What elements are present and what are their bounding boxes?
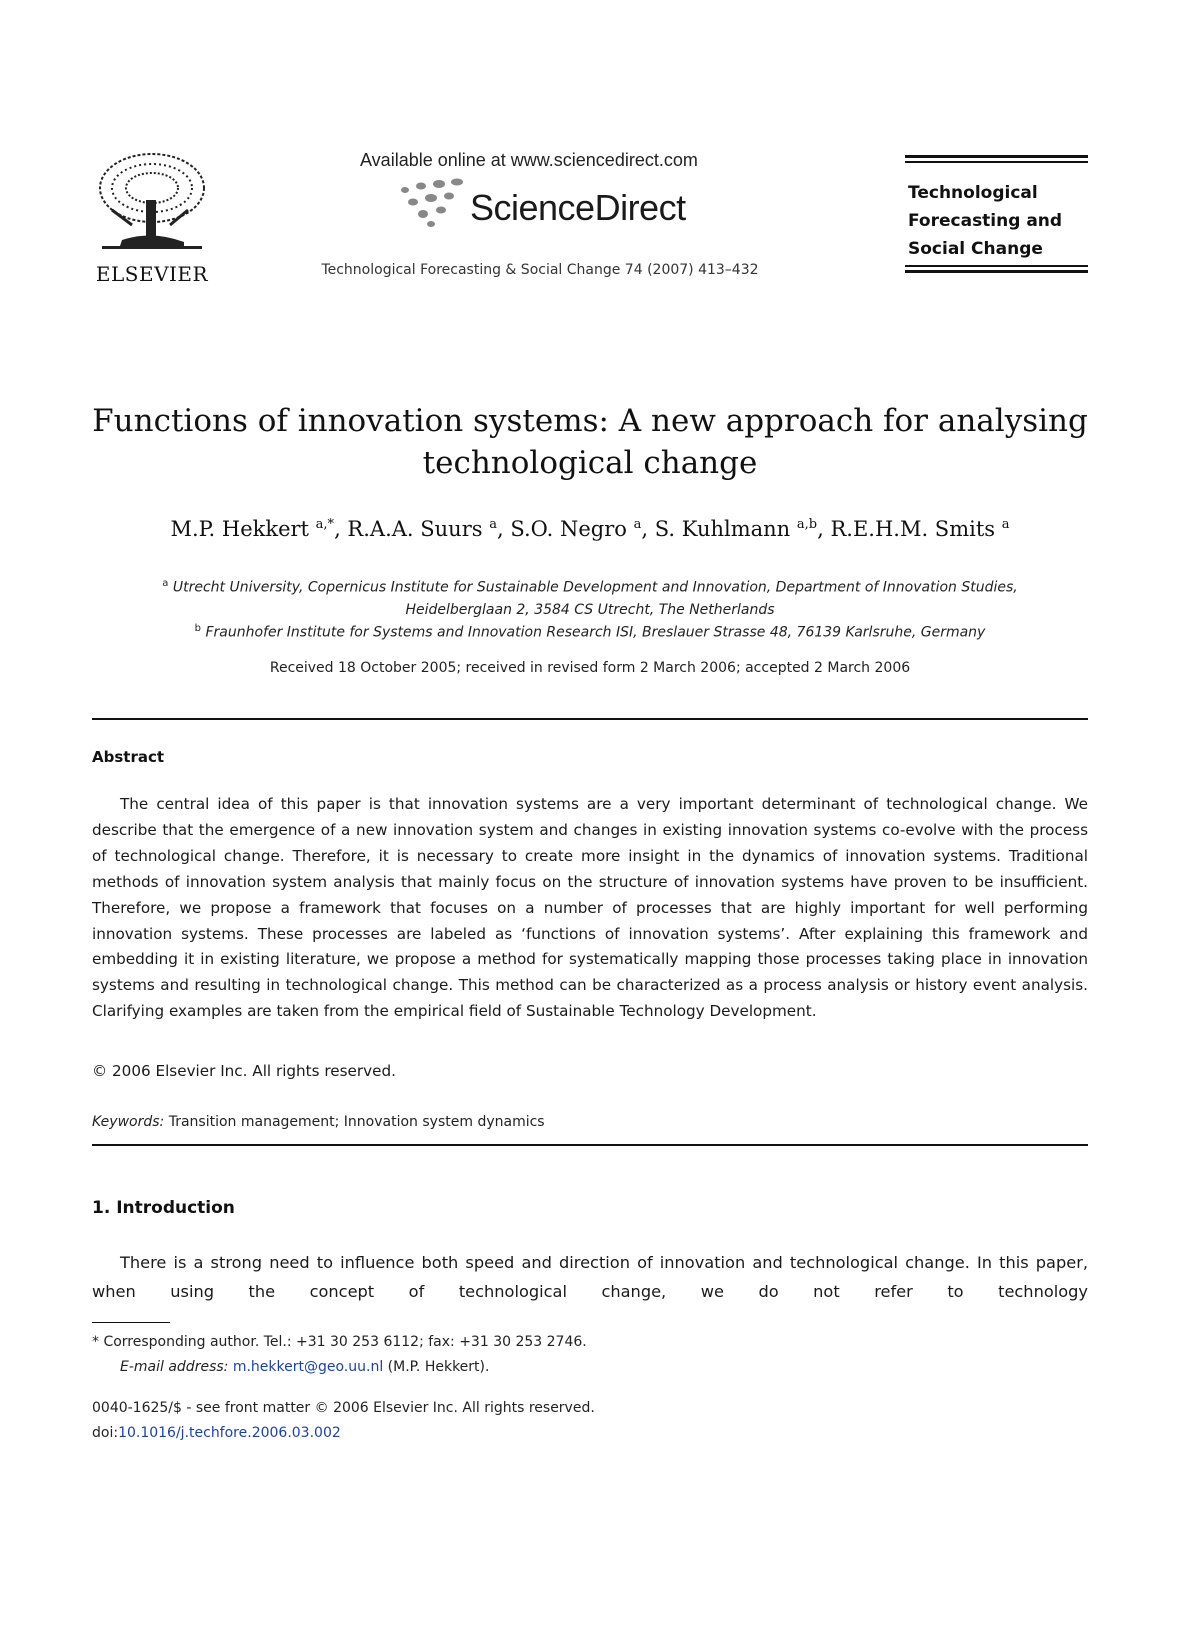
author-name: R.A.A. Suurs xyxy=(347,517,483,541)
footnote-rule xyxy=(92,1322,170,1323)
author-name: S. Kuhlmann xyxy=(654,517,791,541)
body-paragraph: There is a strong need to influence both speed and direction of innovation and technological change. In this paper, when using the concept of technological change, we do not refer to technology xyxy=(92,1253,1088,1301)
email-link[interactable]: m.hekkert@geo.uu.nl xyxy=(232,1359,384,1375)
journal-name: Technological Forecasting and Social Change xyxy=(908,183,1063,259)
author-affiliation-marker: a,b xyxy=(796,517,818,532)
author-name: S.O. Negro xyxy=(510,517,627,541)
copyright-notice: © 2006 Elsevier Inc. All rights reserved. xyxy=(92,1062,396,1080)
doi-note xyxy=(92,1425,341,1441)
author-name: R.E.H.M. Smits xyxy=(830,517,996,541)
corresponding-author-note: * Corresponding author. Tel.: +31 30 253 6112; fax: +31 30 253 2746. xyxy=(92,1334,587,1350)
author-name: M.P. Hekkert xyxy=(170,517,309,541)
journal-title-block xyxy=(905,155,1088,280)
section-heading: 1. Introduction xyxy=(92,1198,235,1218)
sciencedirect-dots-icon xyxy=(395,178,475,228)
keywords xyxy=(92,1114,545,1130)
keywords-value: Transition management; Innovation system dynamics xyxy=(168,1114,545,1130)
journal-citation: Technological Forecasting & Social Change 74 (2007) 413–432 xyxy=(321,262,759,278)
issn-note: 0040-1625/$ - see front matter © 2006 Elsevier Inc. All rights reserved. xyxy=(92,1400,595,1416)
affiliation-b: $^b$ Fraunhofer Institute for Systems and Innovation Research ISI, Breslauer Strasse 48, 76139 Karlsruhe, Germany xyxy=(194,623,986,641)
doi-link[interactable]: 10.1016/j.techfore.2006.03.002 xyxy=(118,1425,341,1441)
author-list: M.P. Hekkert $^{a,*}$, R.A.A. Suurs $^a$, S.O. Negro $^a$, S. Kuhlmann $^{a,b}$, R.E.H.M. Smits $^a$ xyxy=(170,517,1010,541)
received-dates: Received 18 October 2005; received in revised form 2 March 2006; accepted 2 March 2006 xyxy=(269,660,911,676)
affiliation-a: $^a$ Utrecht University, Copernicus Institute for Sustainable Development and Innovation, Department of Innovation Studies, Heidelberglaan 2, 3584 CS Utrecht, The Netherlands xyxy=(162,578,1018,618)
divider xyxy=(92,1144,1088,1146)
doi-label: doi: xyxy=(92,1425,119,1441)
author-affiliation-marker: a xyxy=(633,517,642,532)
abstract-heading: Abstract xyxy=(92,748,165,766)
keywords-label: Keywords: xyxy=(92,1114,165,1130)
article-title: Functions of innovation systems: A new approach for analysing technological change xyxy=(92,403,1088,481)
author-affiliation-marker: a xyxy=(489,517,497,532)
divider xyxy=(92,718,1088,720)
publisher-name: ELSEVIER xyxy=(95,262,209,286)
sciencedirect-brand: ScienceDirect xyxy=(470,187,686,228)
available-online-text: Available online at www.sciencedirect.com xyxy=(360,150,698,170)
author-affiliation-marker: a xyxy=(1001,517,1010,532)
email-label: E-mail address: xyxy=(120,1359,229,1375)
abstract-body: The central idea of this paper is that innovation systems are a very important determinant of technological change. We describe that the emergence of a new innovation system and changes in existing innovation systems co-evolve with the process of technological change. Therefore, it is necessary to create more insight in the dynamics of innovation systems. Traditional methods of innovation system analysis that mainly focus on the structure of innovation systems have proven to be insufficient. Therefore, we propose a framework that focuses on a number of processes that are highly important for well performing innovation systems. These processes are labeled as ‘functions of innovation systems’. After explaining this framework and embedding it in existing literature, we propose a method for systematically mapping those processes taking place in innovation systems and resulting in technological change. This method can be characterized as a process analysis or history event analysis. Clarifying examples are taken from the empirical field of Sustainable Technology Development. xyxy=(92,795,1088,1021)
email-suffix: (M.P. Hekkert). xyxy=(387,1359,490,1375)
author-affiliation-marker: a,* xyxy=(315,517,335,532)
email-note xyxy=(120,1359,489,1375)
